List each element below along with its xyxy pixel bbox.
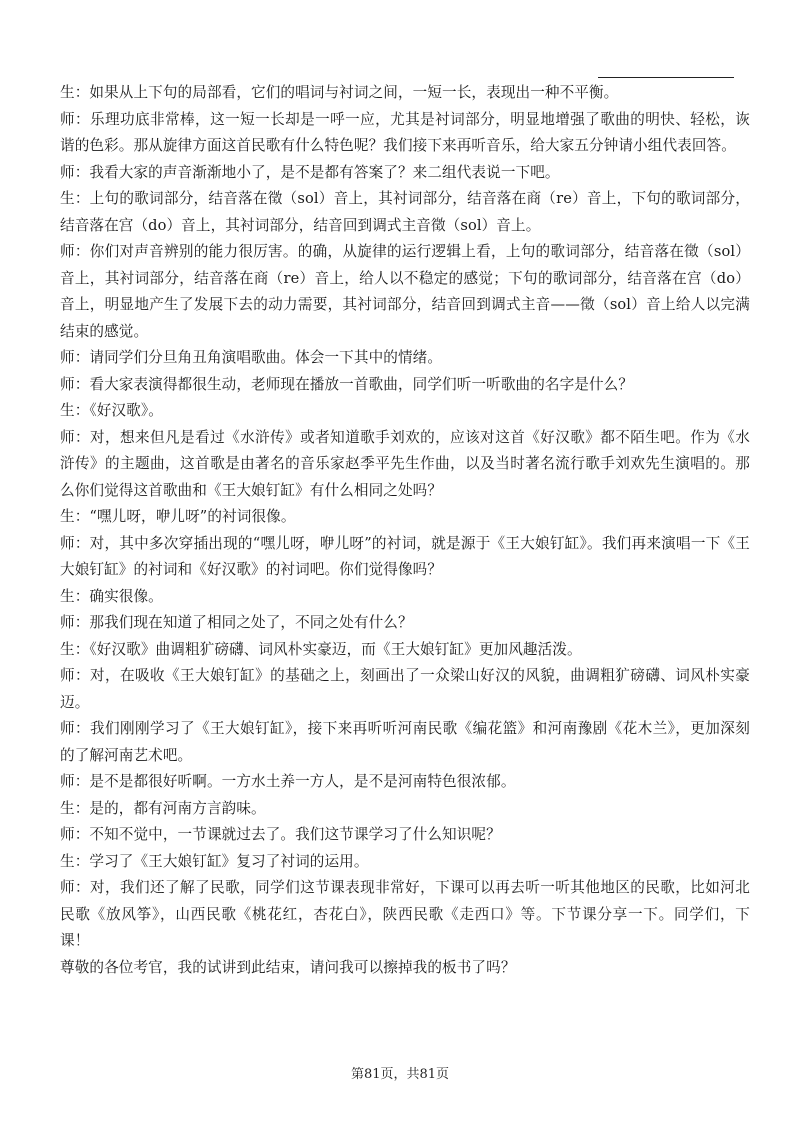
header-rule	[598, 77, 734, 78]
dialogue-paragraph: 师：我看大家的声音渐渐地小了，是不是都有答案了？来二组代表说一下吧。	[60, 163, 560, 181]
dialogue-paragraph: 师：不知不觉中，一节课就过去了。我们这节课学习了什么知识呢？	[60, 826, 501, 843]
dialogue-paragraph: 生：《好汉歌》曲调粗犷磅礴、词风朴实豪迈，而《王大娘钉缸》更加风趣活泼。	[60, 640, 582, 658]
dialogue-paragraph: 师：那我们现在知道了相同之处了，不同之处有什么？	[60, 614, 413, 631]
dialogue-paragraph: 生：学习了《王大娘钉缸》复习了衬词的运用。	[60, 852, 369, 870]
dialogue-paragraph: 生：《好汉歌》。	[60, 402, 163, 419]
dialogue-paragraph: 师：对，想来但凡是看过《水浒传》或者知道歌手刘欢的，应该对这首《好汉歌》都不陌生吧。作为《水浒传》的主题曲，这首歌是由著名的音乐家赵季平先生作曲，以及当时著名流行歌手刘欢先生演唱的。那么你们觉得这首歌曲和《王大娘钉缸》有什么相同之处吗？	[60, 428, 750, 499]
dialogue-paragraph: 师：是不是都很好听啊。一方水土养一方人，是不是河南特色很浓郁。	[60, 773, 516, 790]
dialogue-paragraph: 生：如果从上下句的局部看，它们的唱词与衬词之间，一短一长，表现出一种不平衡。	[60, 84, 619, 101]
page-footer: 第81页，共81页	[350, 1067, 450, 1082]
dialogue-paragraph: 生：确实很像。	[60, 587, 163, 605]
dialogue-paragraph: 师：你们对声音辨别的能力很厉害。的确，从旋律的运行逻辑上看，上句的歌词部分，结音落在徵（sol）音上，其衬词部分，结音落在商（re）音上，给人以不稳定的感觉；下句的歌词部分，结音落在宫（do）音上，明显地产生了发展下去的动力需要，其衬词部分，结音回到调式主音——徵（sol）音上给人以完满结束的感觉。	[60, 243, 750, 340]
dialogue-paragraph: 师：对，在吸收《王大娘钉缸》的基础之上，刻画出了一众梁山好汉的风貌，曲调粗犷磅礴、词风朴实豪迈。	[60, 667, 750, 711]
dialogue-paragraph: 师：我们刚刚学习了《王大娘钉缸》，接下来再听听河南民歌《编花篮》和河南豫剧《花木兰》，更加深刻的了解河南艺术吧。	[60, 720, 750, 764]
document-body	[60, 80, 750, 981]
dialogue-paragraph: 师：对，我们还了解了民歌，同学们这节课表现非常好，下课可以再去听一听其他地区的民歌，比如河北民歌《放风筝》，山西民歌《桃花红，杏花白》，陕西民歌《走西口》等。下节课分享一下。同学们，下课！	[60, 879, 750, 949]
closing-paragraph: 尊敬的各位考官，我的试讲到此结束，请问我可以擦掉我的板书了吗？	[60, 958, 516, 976]
dialogue-paragraph: 生：是的，都有河南方言韵味。	[60, 799, 266, 817]
dialogue-paragraph: 生：“嘿儿呀，咿儿呀”的衬词很像。	[60, 508, 296, 525]
dialogue-paragraph: 师：对，其中多次穿插出现的“嘿儿呀，咿儿呀”的衬词，就是源于《王大娘钉缸》。我们再来演唱一下《王大娘钉缸》的衬词和《好汉歌》的衬词吧。你们觉得像吗？	[60, 534, 750, 578]
dialogue-paragraph: 师：请同学们分旦角丑角演唱歌曲。体会一下其中的情绪。	[60, 349, 443, 366]
dialogue-paragraph: 生：上句的歌词部分，结音落在徵（sol）音上，其衬词部分，结音落在商（re）音上，下句的歌词部分，结音落在宫（do）音上，其衬词部分，结音回到调式主音徵（sol）音上。	[60, 190, 750, 234]
dialogue-paragraph: 师：看大家表演得都很生动，老师现在播放一首歌曲，同学们听一听歌曲的名字是什么？	[60, 375, 634, 393]
dialogue-paragraph: 师：乐理功底非常棒，这一短一长却是一呼一应，尤其是衬词部分，明显地增强了歌曲的明快、轻松，诙谐的色彩。那从旋律方面这首民歌有什么特色呢？我们接下来再听音乐，给大家五分钟请小组代表回答。	[60, 110, 750, 154]
